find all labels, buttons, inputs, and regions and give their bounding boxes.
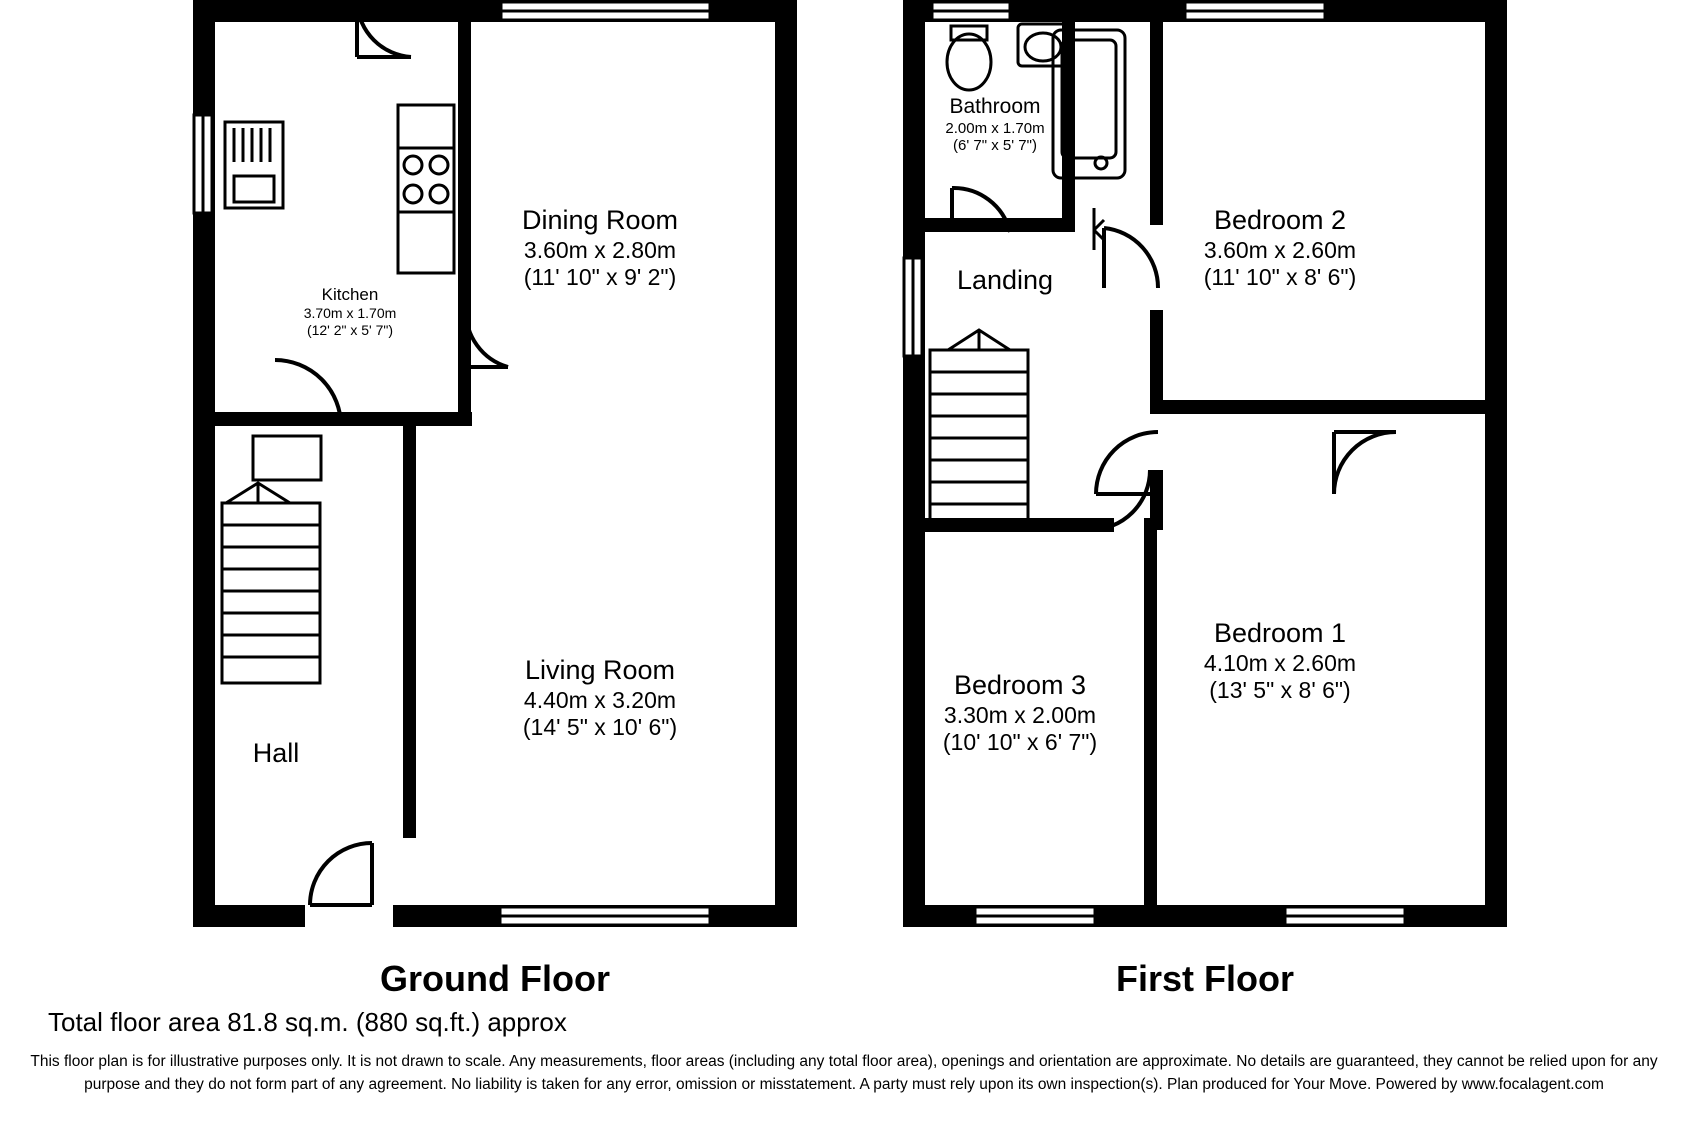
ground-front-door [305,843,393,927]
room-dims-imperial: (11' 10" x 9' 2") [523,263,677,290]
ground-window-top [501,2,710,20]
first-window-bathroom [932,2,1010,20]
room-dims-metric: 4.40m x 3.20m [523,686,677,713]
ground-window-left [194,115,212,213]
room-dims-imperial: (12' 2" x 5' 7") [306,321,394,338]
room-dims-imperial: (6' 7" x 5' 7") [953,137,1037,155]
room-name: Bedroom 3 [953,670,1087,700]
room-name: Landing [956,265,1054,295]
room-dims-imperial: (14' 5" x 10' 6") [522,713,678,740]
first-window-bedroom1 [1285,907,1405,925]
disclaimer-text: This floor plan is for illustrative purposes only. It is not drawn to scale. Any measurements, floor areas (including any total floor area), openings and orientation are approximate. No details are guaranteed, they cannot be relied upon for any purpose and they do not form part of any agreement. No liability is taken for any error, omission or misstatement. A party must rely upon its own inspection(s). Plan produced for Your Move. Powered by www.focalagent.com [30,1053,1658,1094]
room-dims-metric: 4.10m x 2.60m [1203,649,1357,676]
room-name: Living Room [524,655,676,685]
room-name: Bathroom [949,95,1041,118]
room-name: Bedroom 2 [1213,205,1347,235]
room-label-landing [865,265,1145,297]
first-window-bedroom3 [975,907,1095,925]
ground-stairs [222,483,320,683]
first-stairs [930,330,1028,520]
room-label-living-room [400,655,800,741]
kitchen-sink [225,122,283,208]
toilet-fixture [947,26,991,90]
room-label-kitchen [250,285,450,338]
ground-window-bottom [500,907,710,925]
room-name: Bedroom 1 [1213,618,1347,648]
room-name: Kitchen [321,285,379,304]
room-dims-metric: 3.60m x 2.80m [523,236,677,263]
room-label-bedroom-3 [830,670,1210,756]
room-dims-metric: 3.70m x 1.70m [303,305,397,322]
room-dims-imperial: (10' 10" x 6' 7") [942,728,1098,755]
ground-floor-title: Ground Floor [380,958,610,999]
room-dims-metric: 3.60m x 2.60m [1203,236,1357,263]
room-label-bathroom [900,95,1090,155]
room-label-hall [196,738,356,770]
room-dims-metric: 3.30m x 2.00m [943,701,1097,728]
hall-cupboard [253,436,321,480]
room-name: Dining Room [521,205,679,235]
room-name: Hall [252,738,300,768]
room-dims-imperial: (13' 5" x 8' 6") [1209,676,1351,703]
first-window-bedroom2 [1185,2,1325,20]
room-label-dining-room [400,205,800,291]
ground-floor-plan [193,0,797,927]
bedroom1-door [1334,432,1396,494]
room-dims-imperial: (11' 10" x 8' 6") [1203,263,1357,290]
total-floor-area: Total floor area 81.8 sq.m. (880 sq.ft.) approx [48,1007,567,1037]
room-dims-metric: 2.00m x 1.70m [945,119,1045,137]
first-floor-title: First Floor [1116,958,1294,999]
